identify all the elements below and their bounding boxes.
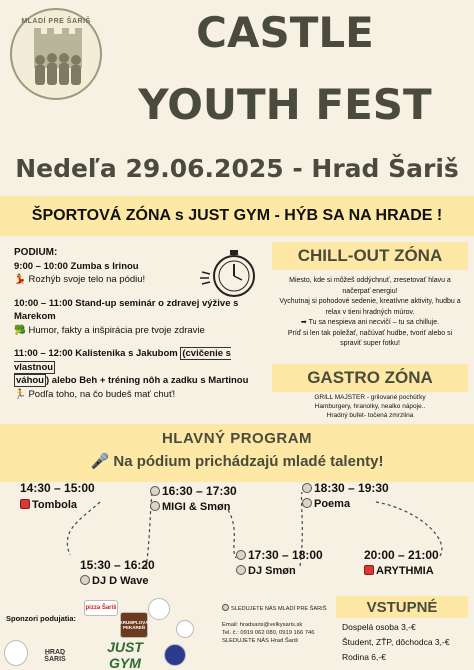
admission-heading: VSTUPNÉ — [336, 596, 468, 618]
title-line-2: YOUTH FEST — [138, 80, 432, 129]
event-poema: 18:30 – 19:30 Poema — [302, 481, 389, 510]
event-tombola: 14:30 – 15:00 Tombola — [20, 481, 95, 511]
microphone-icon — [150, 501, 160, 511]
chill-out-heading: CHILL-OUT ZÓNA — [272, 242, 468, 270]
sponsor-hrad-saris: HRAD ŠARIŠ — [44, 649, 66, 663]
logo-text: MLADÍ PRE ŠARIŠ — [21, 18, 91, 25]
podium-item-3-time: 11:00 – 12:00 Kalistenika s Jakubom (cvičenie s vlastnou váhou ) alebo Beh + tréning nôh a zadku s Martinou — [14, 348, 249, 386]
date-location: Nedeľa 29.06.2025 - Hrad Šariš — [15, 154, 459, 183]
podium-item-2-time: 10:00 – 11:00 Stand-up seminár o zdravej výžive s Marekom — [14, 297, 239, 322]
stopwatch-icon — [196, 244, 268, 302]
podium-heading: PODIUM: — [14, 247, 58, 258]
sponsor-crest-logo — [176, 620, 194, 638]
festival-logo — [10, 8, 102, 100]
podium-item-2-desc: 🥦 Humor, fakty a inšpirácia pre tvoje zdravie — [14, 324, 205, 336]
headphones-icon — [80, 575, 90, 585]
guitar-icon — [364, 565, 374, 575]
ticket-icon — [20, 499, 30, 509]
event-arythmia: 20:00 – 21:00 ARYTHMIA — [364, 548, 439, 577]
contact-info: SLEDUJETE NÁS MLADÍ PRE ŠARIŠ Email: hradsaris@velkysaris.sk Tel. č.: 0919 062 080, 0919 166 746 SLEDUJETE NÁS Hrad Šariš — [222, 606, 327, 644]
sponsor-krumplova-pekaren: KRUMPLOVÁ PEKÁREŇ — [120, 612, 148, 638]
event-dj-smon: 17:30 – 18:00 DJ Smøn — [236, 548, 323, 577]
sponsors-label: Sponzori podujatia: — [6, 614, 76, 623]
instagram-icon — [222, 604, 229, 611]
sponsor-blue-logo — [164, 644, 186, 666]
sponsor-just-gym: JUST GYM — [107, 639, 143, 670]
clock-icon — [236, 550, 246, 560]
main-program-heading: HLAVNÝ PROGRAM — [161, 430, 313, 447]
gastro-heading: GASTRO ZÓNA — [272, 364, 468, 392]
podium-item-1-time: 9:00 – 10:00 Zumba s Irinou — [14, 260, 139, 272]
podium-item-3-desc: 🏃 Podľa toho, na čo budeš mať chuť! — [14, 388, 176, 400]
sponsor-pizza-saris: pizza Šariš — [84, 600, 118, 616]
headphones-icon — [236, 565, 246, 575]
music-note-icon — [302, 498, 312, 508]
podium-item-1-desc: 💃 Rozhýb svoje telo na pódiu! — [14, 274, 146, 285]
clock-icon — [150, 486, 160, 496]
main-program-subheading: 🎤 Na pódium prichádzajú mladé talenty! — [90, 453, 384, 470]
gastro-description: GRILL MAJSTER - grilované pochúťky Hamburgery, hranolky, nealko nápoje.. Hradný bufet- točená zmrzlina — [314, 394, 426, 419]
sponsor-round-logo — [148, 598, 170, 620]
clock-icon — [302, 483, 312, 493]
event-migi-smon: 16:30 – 17:30 MIGI & Smøn — [150, 484, 237, 513]
title-line-1: CASTLE — [196, 8, 374, 57]
mlad-pre-saris-small-logo — [4, 640, 28, 666]
event-dj-d-wave: 15:30 – 16:20 DJ D Wave — [80, 558, 155, 587]
admission-prices: Dospelá osoba 3,-€ Študent, ZŤP, dôchodca 3,-€ Rodina 6,-€ — [342, 622, 450, 662]
sport-zone-banner: ŠPORTOVÁ ZÓNA s JUST GYM - HÝB SA NA HRADE ! — [0, 196, 474, 236]
chill-out-description: Miesto, kde si môžeš oddýchnuť, zresetovať hlavu a načerpať energiu! Vychutnaj si pohodové sedenie, kreatívne aktivity, hudbu a relax v tieni hradných múrov. ➡ Tu sa nespieva ani necvičí – tu sa chilluje. Príď si len tak poležať, načúvať hudbe, tvoriť alebo si spraviť super fotku! — [279, 277, 461, 347]
